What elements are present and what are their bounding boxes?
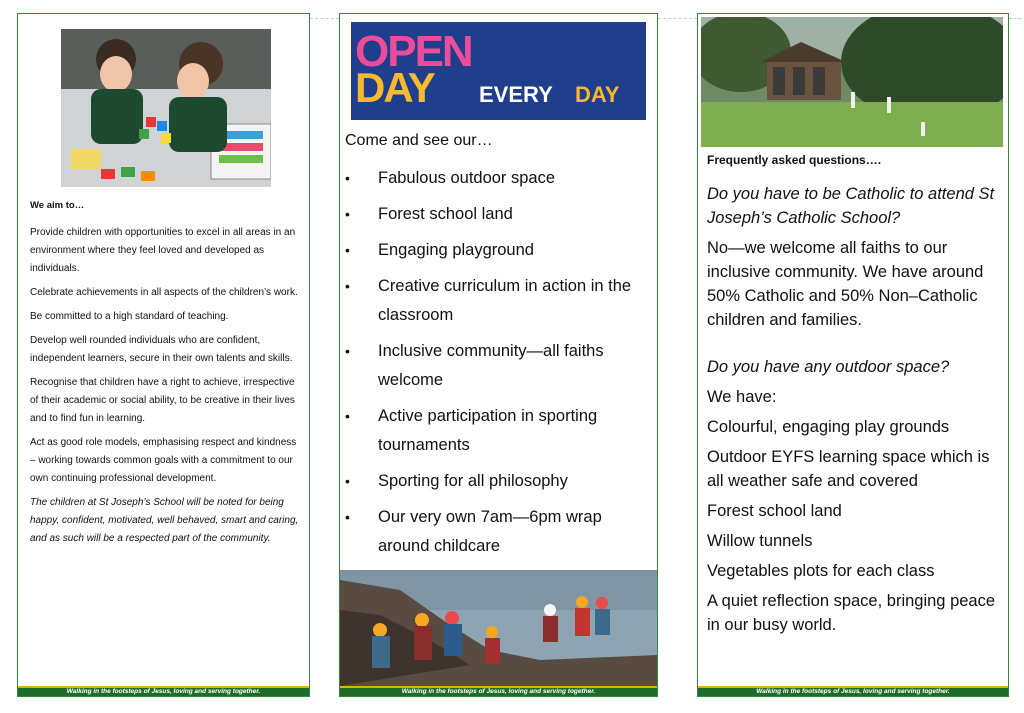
- feature-item: • Fabulous outdoor space: [345, 164, 645, 193]
- feature-item: • Engaging playground: [345, 236, 645, 265]
- aim-item: Celebrate achievements in all aspects of the children’s work.: [30, 287, 298, 298]
- footer-motto: Walking in the footsteps of Jesus, loving and serving together.: [756, 688, 950, 695]
- footer-motto-band: [698, 686, 1008, 696]
- aims-list: [30, 224, 302, 554]
- aims-heading: We aim to…: [30, 200, 85, 211]
- aim-item: Recognise that children have a right to achieve, irrespective of their academic or social ability, to be creative in their lives and to find fun in learning.: [30, 377, 295, 424]
- fold-guide-line: [310, 18, 339, 19]
- faq-heading: Frequently asked questions….: [707, 153, 882, 167]
- banner-every-text: EVERY: [479, 82, 553, 107]
- feature-item: • Forest school land: [345, 200, 645, 229]
- outdoor-space-item: Forest school land: [707, 502, 842, 520]
- photo-school-garden: [701, 17, 1003, 147]
- faq-question: Do you have to be Catholic to attend St Joseph’s Catholic School?: [707, 185, 995, 227]
- footer-motto: Walking in the footsteps of Jesus, loving and serving together.: [66, 688, 261, 695]
- outdoor-space-item: Outdoor EYFS learning space which is all weather safe and covered: [707, 448, 990, 490]
- come-see-intro: Come and see our…: [345, 132, 493, 149]
- feature-item: • Sporting for all philosophy: [345, 467, 645, 496]
- panel-faq: [697, 13, 1009, 697]
- banner-everyday-day-text: DAY: [575, 82, 620, 107]
- aim-item: Provide children with opportunities to excel in all areas in an environment where they feel loved and developed as individuals.: [30, 227, 296, 274]
- outdoor-space-item: Colourful, engaging play grounds: [707, 418, 950, 436]
- faq-body: [707, 182, 1003, 643]
- outdoor-space-item: Willow tunnels: [707, 532, 813, 550]
- faq-question: Do you have any outdoor space?: [707, 358, 950, 376]
- footer-motto-band: [18, 686, 309, 696]
- open-day-banner: [351, 22, 646, 120]
- feature-list: [345, 164, 645, 568]
- photo-children-blocks: [61, 29, 271, 187]
- panel-open-day: [339, 13, 658, 697]
- faq-answer-intro: We have:: [707, 388, 777, 406]
- feature-item: • Inclusive community—all faiths welcome: [345, 337, 645, 395]
- aim-item: Act as good role models, emphasising respect and kindness – working towards common goals with a commitment to our own continuing professional development.: [30, 437, 297, 484]
- aim-item: Be committed to a high standard of teaching.: [30, 311, 229, 322]
- feature-item: • Our very own 7am—6pm wrap around childcare: [345, 503, 645, 561]
- outdoor-space-item: Vegetables plots for each class: [707, 562, 935, 580]
- fold-guide-line: [658, 18, 697, 19]
- footer-motto-band: [340, 686, 657, 696]
- outdoor-space-item: A quiet reflection space, bringing peace in our busy world.: [707, 592, 996, 634]
- fold-guide-line: [1009, 18, 1021, 19]
- aim-item: Develop well rounded individuals who are confident, independent learners, secure in their own talents and skills.: [30, 335, 293, 364]
- aims-closing-statement: The children at St Joseph’s School will be noted for being happy, confident, motivated, well behaved, smart and caring, and as such will be a respected part of the community.: [30, 497, 299, 544]
- banner-open-text: OPEN: [355, 27, 472, 76]
- panel-aims: [17, 13, 310, 697]
- banner-day-text: DAY: [355, 64, 434, 111]
- feature-item: • Creative curriculum in action in the classroom: [345, 272, 645, 330]
- outdoor-space-list: [707, 415, 1003, 637]
- faq-answer: No—we welcome all faiths to our inclusive community. We have around 50% Catholic and 50% Non–Catholic children and families.: [707, 239, 984, 329]
- photo-coastal-climbing: [340, 570, 657, 686]
- feature-item: • Active participation in sporting tournaments: [345, 402, 645, 460]
- footer-motto: Walking in the footsteps of Jesus, loving and serving together.: [401, 688, 596, 695]
